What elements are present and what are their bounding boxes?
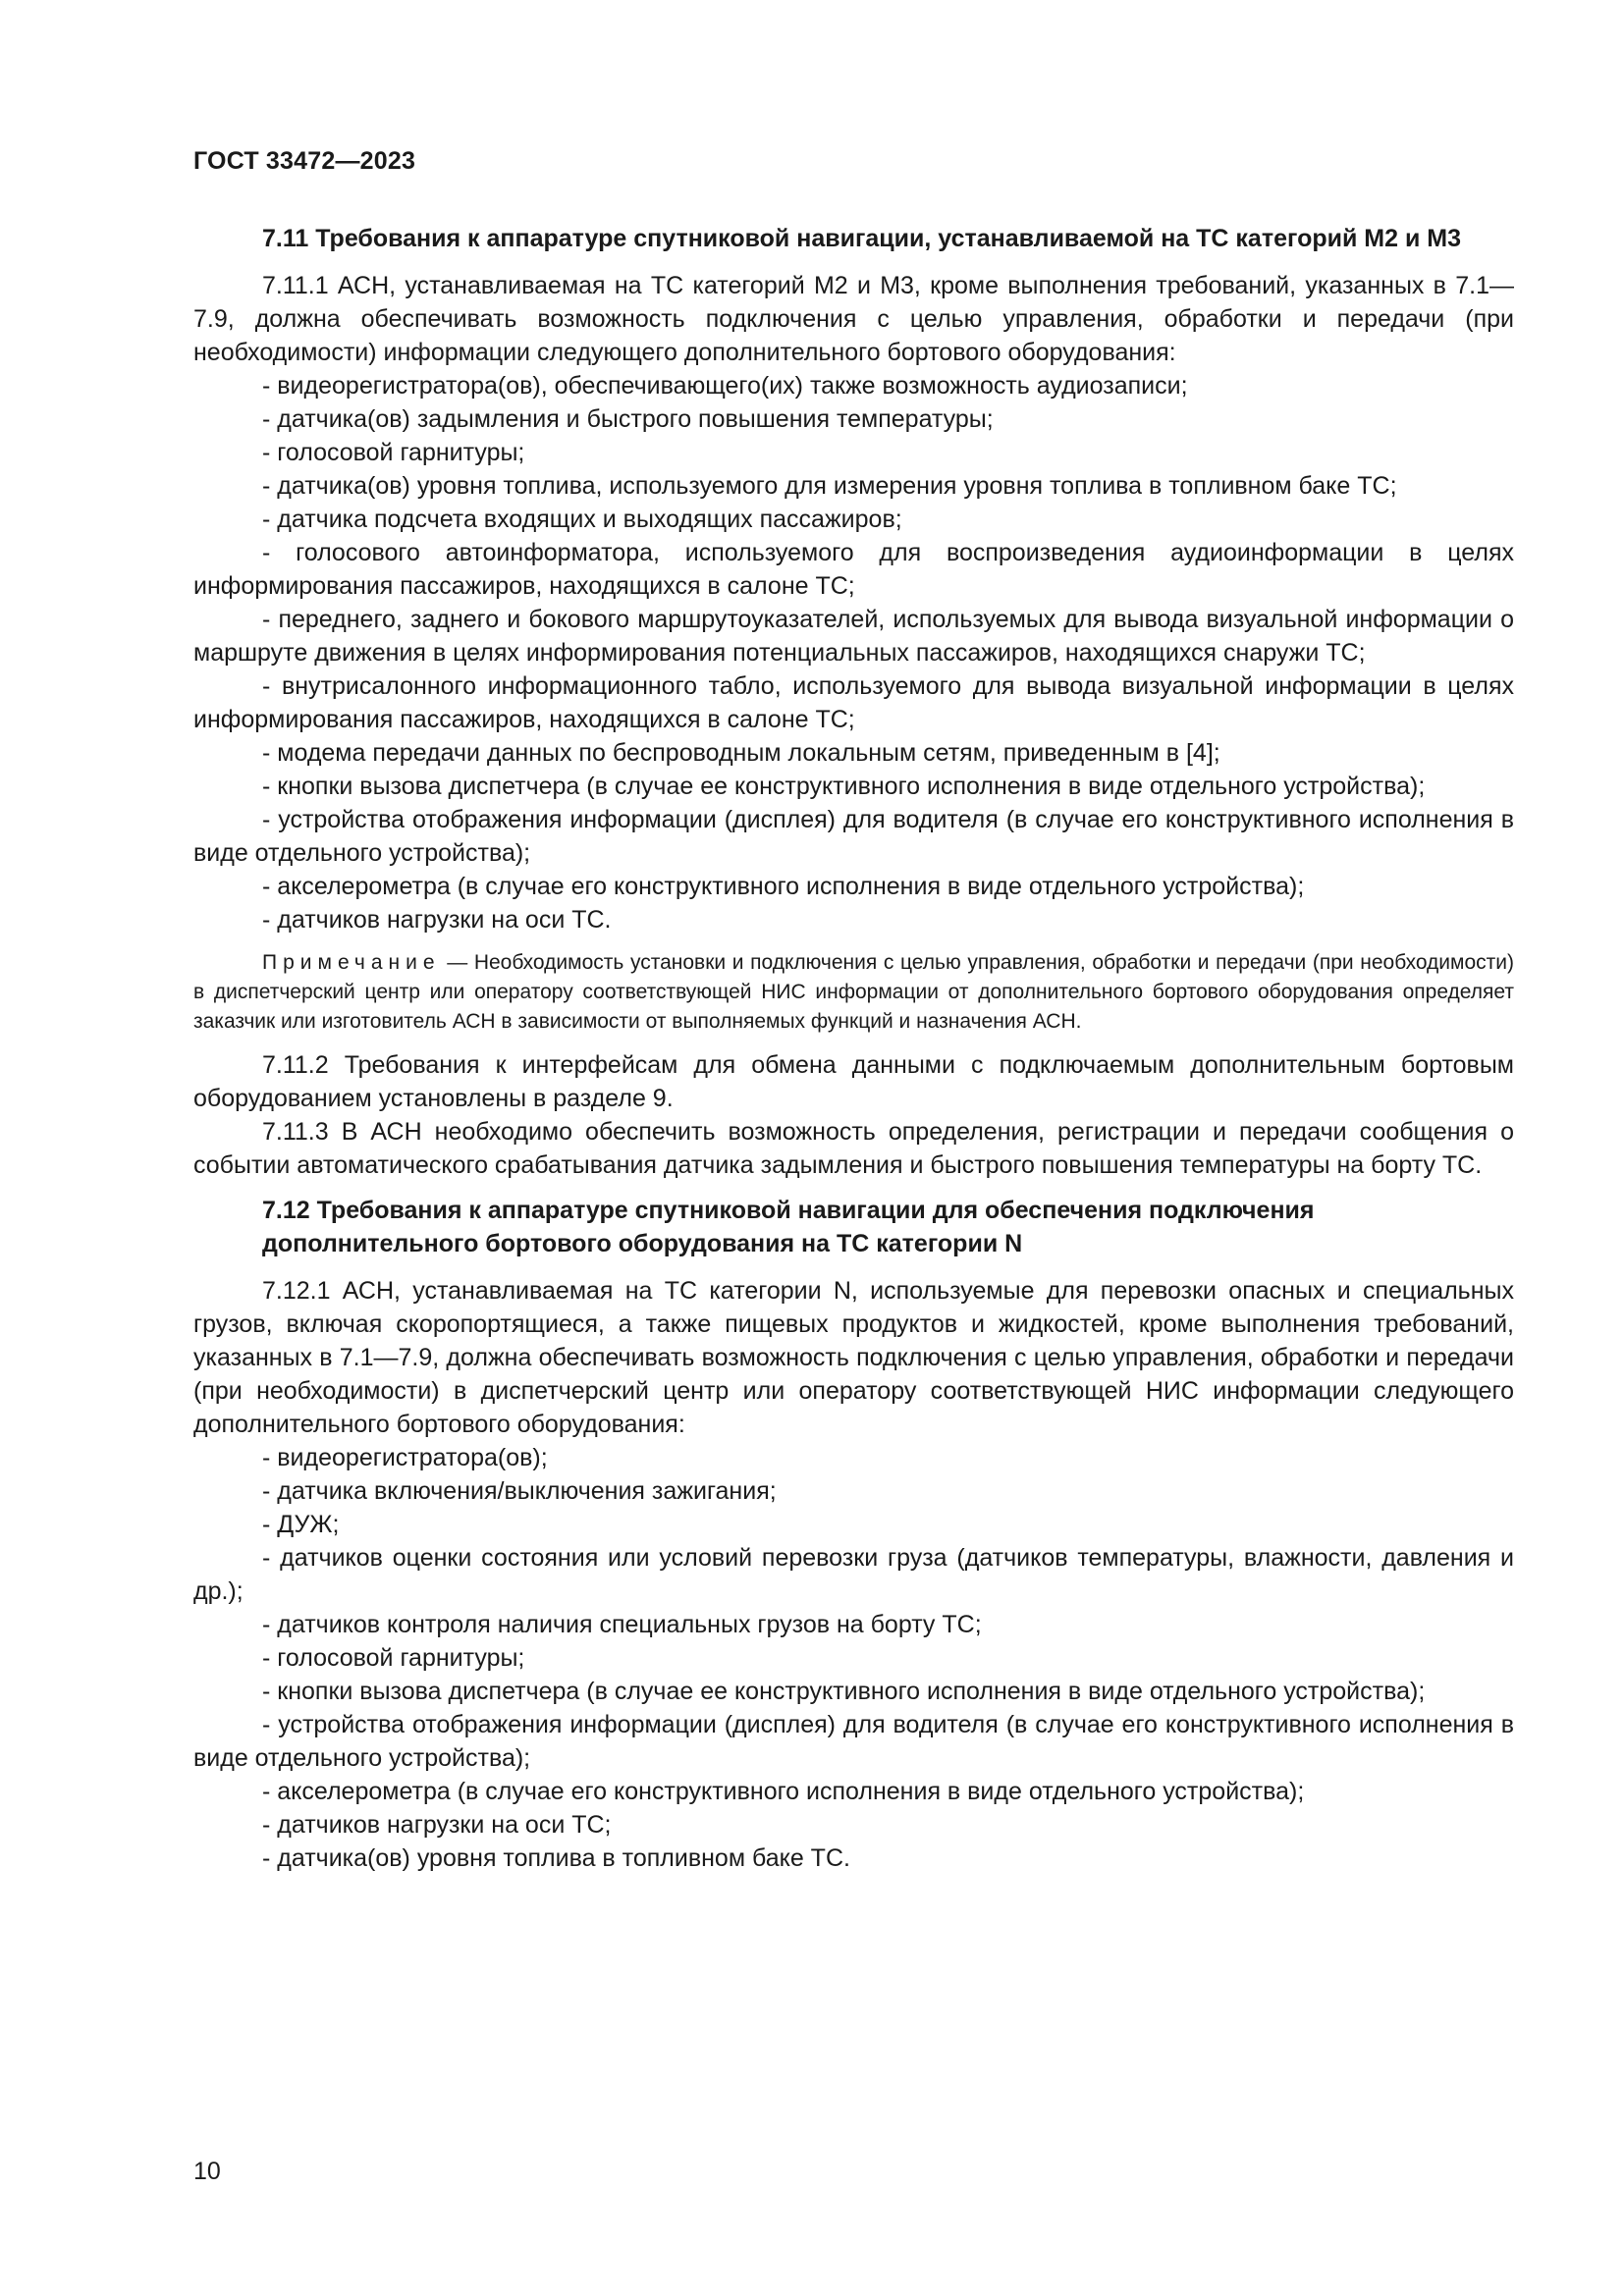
list-item: - устройства отображения информации (дисплея) для водителя (в случае его конструктивного исполнения в виде отдельного устройства); [193, 806, 1514, 867]
list-item: - кнопки вызова диспетчера (в случае ее конструктивного исполнения в виде отдельного устройства); [262, 1678, 1426, 1705]
page-number: 10 [193, 2158, 221, 2185]
list-item: - переднего, заднего и бокового маршрутоуказателей, используемых для вывода визуальной информации о маршруте движения в целях информирования потенциальных пассажиров, находящихся снаружи ТС; [193, 606, 1514, 667]
paragraph-7-11-1: 7.11.1 АСН, устанавливаемая на ТС категорий М2 и М3, кроме выполнения требований, указанных в 7.1—7.9, должна обеспечивать возможность подключения с целью управления, обработки и передачи (при необходимости) информации следующего дополнительного бортового оборудования: [193, 272, 1514, 366]
list-item: - датчиков контроля наличия специальных грузов на борту ТС; [262, 1611, 982, 1638]
list-item: - датчика(ов) уровня топлива, используемого для измерения уровня топлива в топливном баке ТС; [262, 472, 1397, 500]
document-code: ГОСТ 33472—2023 [193, 147, 416, 175]
paragraph-7-11-3: 7.11.3 В АСН необходимо обеспечить возможность определения, регистрации и передачи сообщения о событии автоматического срабатывания датчика задымления и быстрого повышения температуры на борту ТС. [193, 1118, 1514, 1179]
note-text: — Необходимость установки и подключения с целью управления, обработки и передачи (при необходимости) в диспетчерский центр или оператору соответствующей НИС информации от дополнительного бортового оборудования определяет заказчик или изготовитель АСН в зависимости от выполняемых функций и назначения АСН. [193, 951, 1514, 1033]
list-item: - датчиков нагрузки на оси ТС. [262, 906, 612, 934]
list-item: - датчиков нагрузки на оси ТС; [262, 1811, 612, 1839]
list-item: - датчиков оценки состояния или условий перевозки груза (датчиков температуры, влажности, давления и др.); [193, 1544, 1514, 1605]
list-item: - голосовой гарнитуры; [262, 439, 525, 466]
list-item: - датчика(ов) уровня топлива в топливном баке ТС. [262, 1844, 850, 1872]
list-item: - модема передачи данных по беспроводным локальным сетям, приведенным в [4]; [262, 739, 1220, 767]
section-7-11-heading: 7.11 Требования к аппаратуре спутниковой навигации, устанавливаемой на ТС категорий М2 и М3 [262, 225, 1462, 252]
list-item: - ДУЖ; [262, 1511, 340, 1538]
paragraph-7-12-1: 7.12.1 АСН, устанавливаемая на ТС категории N, используемые для перевозки опасных и специальных грузов, включая скоропортящиеся, а также пищевых продуктов и жидкостей, кроме выполнения требований, указанных в 7.1—7.9, должна обеспечивать возможность подключения с целью управления, обработки и передачи (при необходимости) в диспетчерский центр или оператору соответствующей НИС информации следующего дополнительного бортового оборудования: [193, 1277, 1514, 1438]
list-item: - голосовой гарнитуры; [262, 1644, 525, 1672]
list-item: - акселерометра (в случае его конструктивного исполнения в виде отдельного устройства); [262, 873, 1305, 900]
list-item: - видеорегистратора(ов), обеспечивающего(их) также возможность аудиозаписи; [262, 372, 1188, 400]
list-item: - устройства отображения информации (дисплея) для водителя (в случае его конструктивного исполнения в виде отдельного устройства); [193, 1711, 1514, 1772]
note [193, 948, 1514, 1037]
paragraph-7-11-2: 7.11.2 Требования к интерфейсам для обмена данными с подключаемым дополнительным бортовым оборудованием установлены в разделе 9. [193, 1051, 1514, 1112]
list-item: - датчика(ов) задымления и быстрого повышения температуры; [262, 405, 994, 433]
section-7-12-heading: 7.12 Требования к аппаратуре спутниковой навигации для обеспечения подключения дополнительного бортового оборудования на ТС категории N [262, 1197, 1315, 1257]
list-item: - голосового автоинформатора, используемого для воспроизведения аудиоинформации в целях информирования пассажиров, находящихся в салоне ТС; [193, 539, 1514, 600]
note-label: Примечание [262, 951, 441, 974]
list-item: - видеорегистратора(ов); [262, 1444, 548, 1471]
page-content [193, 222, 1514, 1875]
list-item: - датчика подсчета входящих и выходящих пассажиров; [262, 506, 902, 533]
list-item: - внутрисалонного информационного табло, используемого для вывода визуальной информации в целях информирования пассажиров, находящихся в салоне ТС; [193, 672, 1514, 733]
list-item: - акселерометра (в случае его конструктивного исполнения в виде отдельного устройства); [262, 1778, 1305, 1805]
list-item: - кнопки вызова диспетчера (в случае ее конструктивного исполнения в виде отдельного устройства); [262, 773, 1426, 800]
list-item: - датчика включения/выключения зажигания; [262, 1477, 777, 1505]
